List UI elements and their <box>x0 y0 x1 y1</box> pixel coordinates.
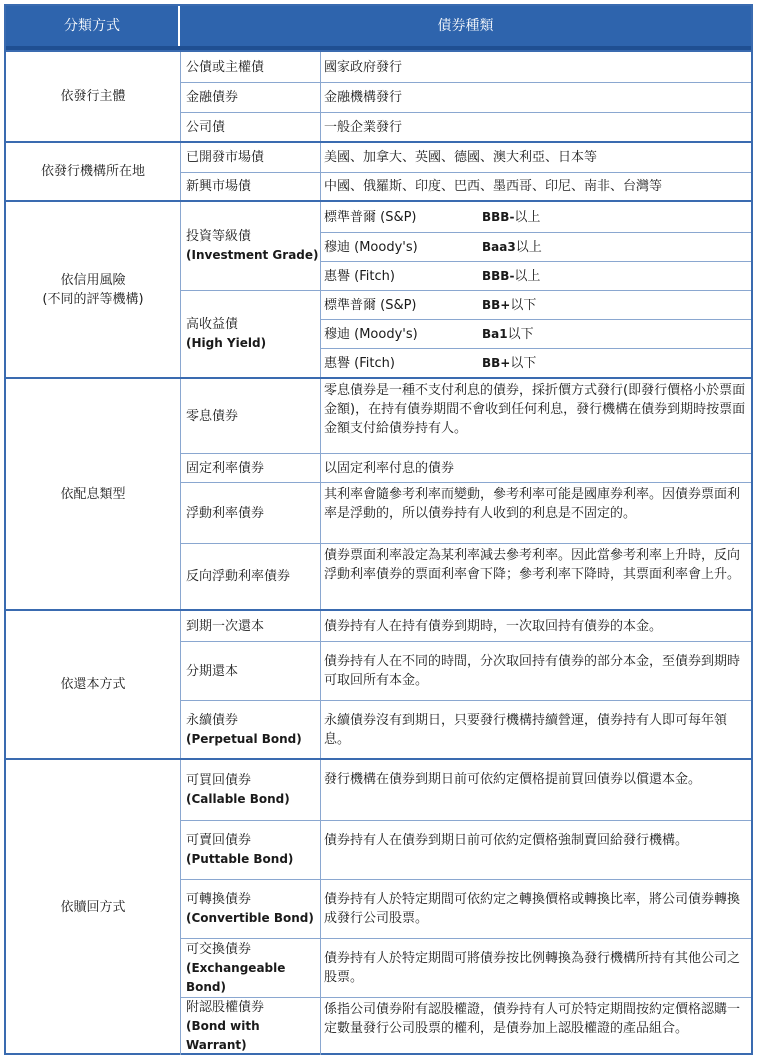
rating-grade: BB+ <box>482 297 511 312</box>
category-redemption: 依贖回方式 <box>60 900 126 915</box>
desc-cell: 債券持有人在不同的時間，分次取回持有債券的部分本金，至債券到期時可取回所有本金。 <box>320 641 751 700</box>
type-cell: 新興市場債 <box>180 172 320 200</box>
rating-agency: 穆迪 (Moody's) <box>324 239 418 255</box>
group-credit <box>6 200 751 377</box>
type-cell <box>180 997 320 1055</box>
desc-cell: 以固定利率付息的債券 <box>320 453 751 482</box>
type-cell: 反向浮動利率債券 <box>180 543 320 609</box>
rating-agency: 惠譽 (Fitch) <box>324 355 395 371</box>
type-label-en: (Callable Bond) <box>186 792 290 806</box>
type-label: 投資等級債 <box>186 229 252 244</box>
desc-cell: 金融機構發行 <box>320 82 751 112</box>
type-cell <box>180 938 320 997</box>
rating-agency: 標準普爾 (S&P) <box>324 209 417 225</box>
type-label-en: (Puttable Bond) <box>186 852 294 866</box>
type-cell: 到期一次還本 <box>180 611 320 641</box>
desc-cell: 債券持有人於特定期間可將債券按比例轉換為發行機構所持有其他公司之股票。 <box>320 938 751 997</box>
rating-grade: BBB- <box>482 209 515 224</box>
group-issuer <box>6 50 751 141</box>
type-cell: 公司債 <box>180 112 320 141</box>
desc-cell: 發行機構在債券到期日前可依約定價格提前買回債券以償還本金。 <box>320 760 751 820</box>
rating-suffix: 以下 <box>507 326 534 342</box>
type-label-en: (Exchangeable Bond) <box>186 960 286 994</box>
type-investment-grade <box>180 202 320 290</box>
type-cell: 公債或主權債 <box>180 52 320 82</box>
type-cell: 分期還本 <box>180 641 320 700</box>
type-label: 可交換債券 <box>186 941 252 957</box>
table-header <box>6 6 751 50</box>
desc-cell: 係指公司債券附有認股權證，債券持有人可於特定期間按約定價格認購一定數量發行公司股票的權利，是債券加上認股權證的產品組合。 <box>320 997 751 1055</box>
desc-cell: 債券持有人在債券到期日前可依約定價格強制賣回給發行機構。 <box>320 820 751 879</box>
category-credit <box>6 202 180 377</box>
type-label-en: (Bond with Warrant) <box>186 1019 260 1052</box>
desc-cell: 債券票面利率設定為某利率減去參考利率。因此當參考利率上升時，反向浮動利率債券的票面利率會下降；參考利率下降時，其票面利率會上升。 <box>320 543 751 609</box>
rating-grade: BBB- <box>482 268 515 283</box>
rating-row <box>320 202 751 232</box>
type-cell <box>180 760 320 820</box>
desc-cell: 美國、加拿大、英國、德國、澳大利亞、日本等 <box>320 143 751 172</box>
rating-agency: 惠譽 (Fitch) <box>324 268 395 284</box>
type-label-en: (Convertible Bond) <box>186 911 314 925</box>
rating-row <box>320 261 751 290</box>
type-label: 可買回債券 <box>186 773 252 788</box>
type-cell <box>180 879 320 938</box>
group-redemption <box>6 758 751 1055</box>
type-cell <box>180 820 320 879</box>
rating-row <box>320 232 751 261</box>
type-label: 永續債券 <box>186 712 239 728</box>
type-high-yield <box>180 290 320 377</box>
group-interest <box>6 377 751 609</box>
rating-suffix: 以下 <box>510 297 537 313</box>
type-label: 高收益債 <box>186 317 239 332</box>
rating-suffix: 以下 <box>510 355 537 371</box>
group-location <box>6 141 751 200</box>
category-location: 依發行機構所在地 <box>40 164 145 179</box>
group-repayment <box>6 609 751 758</box>
desc-cell: 國家政府發行 <box>320 52 751 82</box>
type-label: 附認股權債券 <box>186 1000 265 1015</box>
category-repayment: 依還本方式 <box>60 677 126 692</box>
type-cell: 金融債券 <box>180 82 320 112</box>
type-cell <box>180 700 320 758</box>
type-label-en: (High Yield) <box>186 336 267 350</box>
header-classification: 分類方式 <box>6 6 180 46</box>
category-credit-line2: (不同的評等機構) <box>42 291 144 307</box>
rating-suffix: 以上 <box>514 209 541 225</box>
rating-agency: 穆迪 (Moody's) <box>324 326 418 342</box>
category-credit-line1: 依信用風險 <box>60 272 126 288</box>
desc-cell: 一般企業發行 <box>320 112 751 141</box>
desc-cell: 中國、俄羅斯、印度、巴西、墨西哥、印尼、南非、台灣等 <box>320 172 751 200</box>
header-bond-type: 債券種類 <box>437 18 494 34</box>
type-label-en: (Investment Grade) <box>186 248 319 262</box>
desc-cell: 永續債券沒有到期日，只要發行機構持續營運，債券持有人即可每年領息。 <box>320 700 751 758</box>
rating-agency: 標準普爾 (S&P) <box>324 297 417 313</box>
type-label: 可賣回債券 <box>186 833 252 848</box>
desc-cell: 債券持有人在持有債券到期時，一次取回持有債券的本金。 <box>320 611 751 641</box>
type-cell: 浮動利率債券 <box>180 482 320 543</box>
rating-suffix: 以上 <box>515 239 542 255</box>
category-issuer: 依發行主體 <box>60 89 126 104</box>
rating-suffix: 以上 <box>514 268 541 284</box>
type-label-en: (Perpetual Bond) <box>186 731 302 746</box>
desc-cell: 債券持有人於特定期間可依約定之轉換價格或轉換比率，將公司債券轉換成發行公司股票。 <box>320 879 751 938</box>
rating-row <box>320 290 751 319</box>
rating-row <box>320 319 751 348</box>
category-interest: 依配息類型 <box>60 486 126 502</box>
rating-grade: BB+ <box>482 355 511 370</box>
rating-row <box>320 348 751 377</box>
desc-cell: 零息債券是一種不支付利息的債券，採折價方式發行(即發行價格小於票面金額)，在持有債券期間不會收到任何利息，發行機構在債券到期時按票面金額支付給債券持有人。 <box>320 379 751 453</box>
type-cell: 零息債券 <box>180 379 320 453</box>
desc-cell: 其利率會隨參考利率而變動，參考利率可能是國庫券利率。因債券票面利率是浮動的，所以債券持有人收到的利息是不固定的。 <box>320 482 751 543</box>
type-cell: 已開發市場債 <box>180 143 320 172</box>
type-label: 可轉換債券 <box>186 892 252 907</box>
rating-grade: Ba1 <box>482 326 508 341</box>
rating-grade: Baa3 <box>482 239 516 254</box>
type-cell: 固定利率債券 <box>180 453 320 482</box>
